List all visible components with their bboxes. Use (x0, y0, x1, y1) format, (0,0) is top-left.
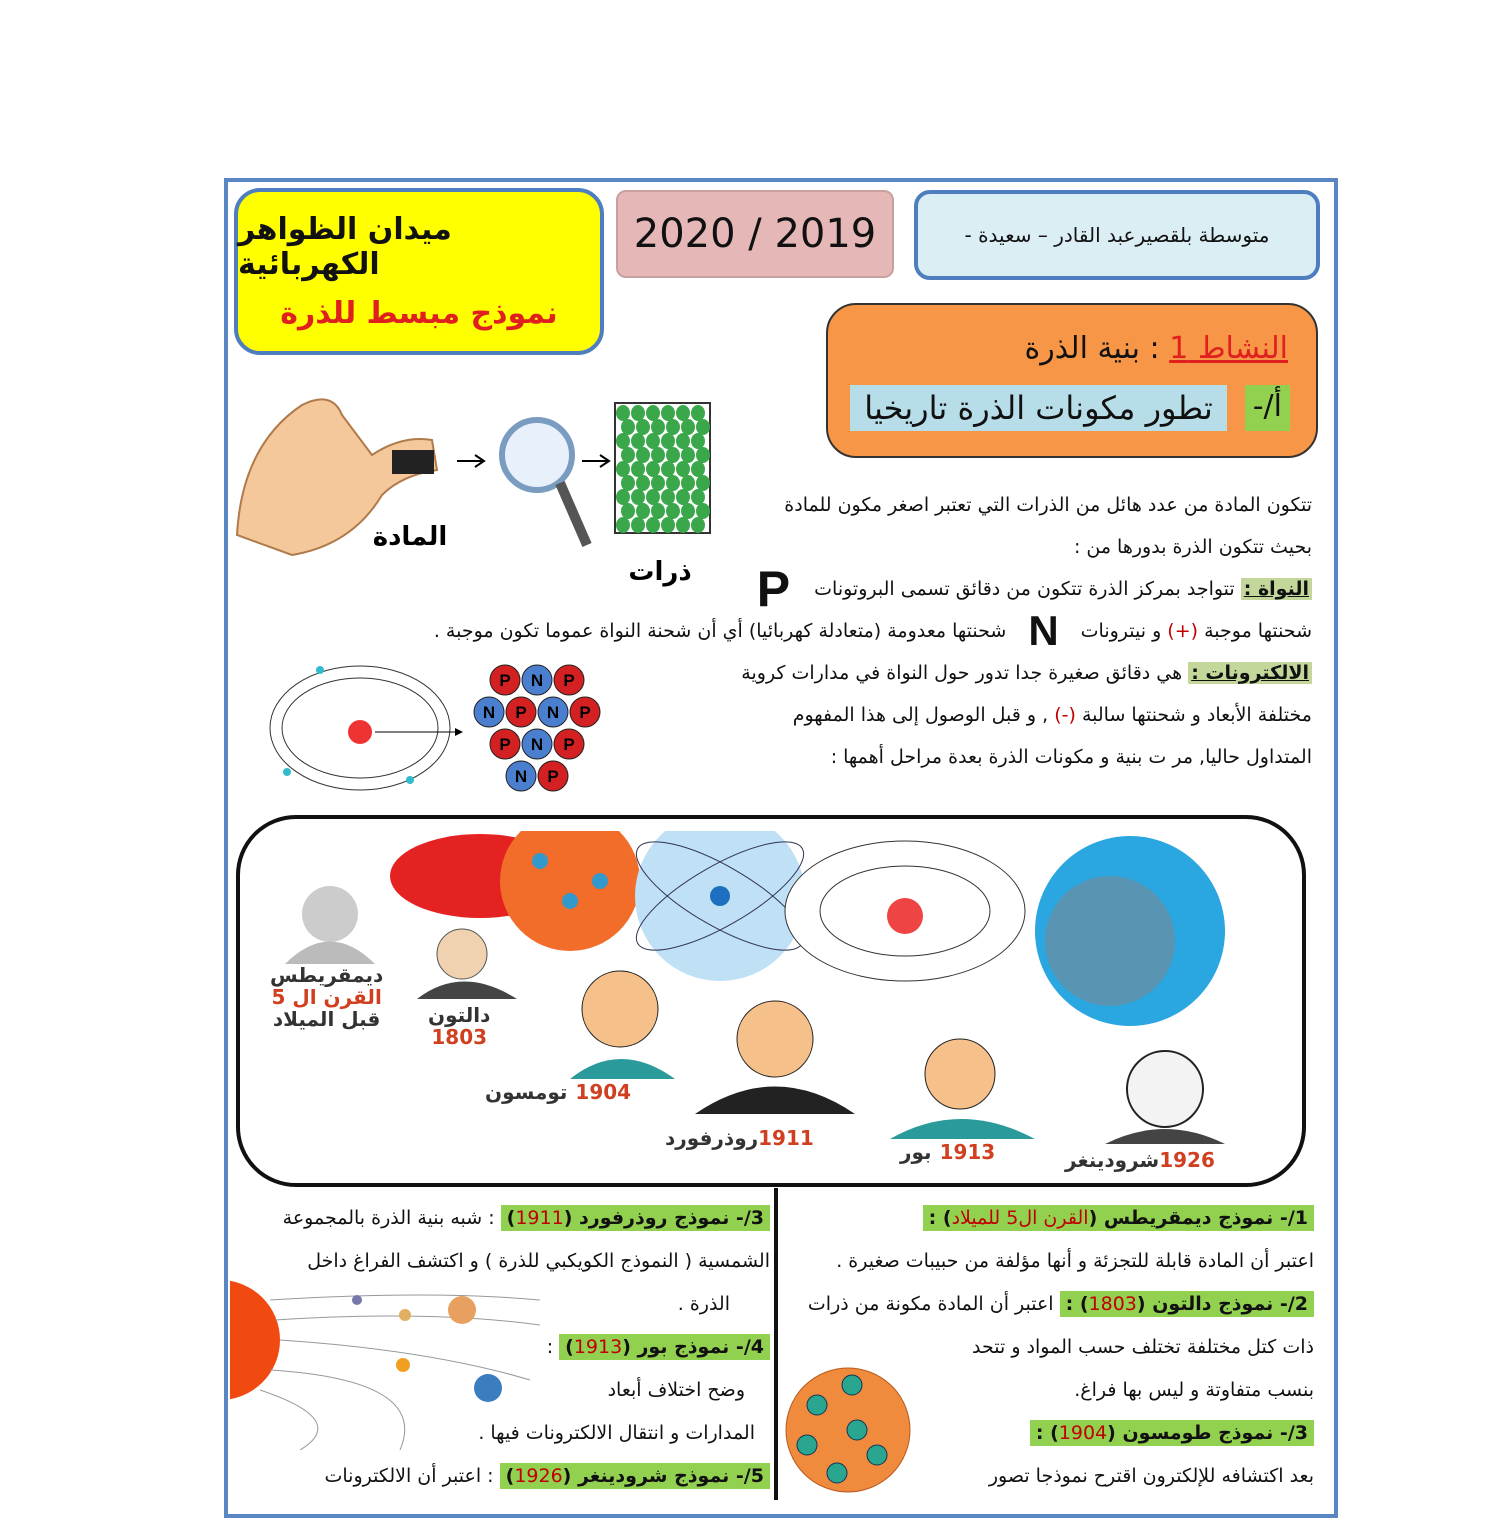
activity-title: : بنية الذرة (1024, 331, 1160, 366)
atom-dot (661, 433, 675, 449)
scientist-year: 1911 (758, 1126, 814, 1150)
school-year-box (616, 190, 894, 278)
atom-dot (621, 447, 635, 463)
atom-dot (636, 419, 650, 435)
nucleus-label: النواة : (1241, 578, 1312, 600)
scientist-name: روذرفورد (665, 1126, 759, 1150)
school-year: 2020 / 2019 (633, 211, 877, 257)
model-heading: 1/- نموذج ديمقريطس ( (1088, 1207, 1308, 1229)
svg-text:P: P (563, 735, 575, 754)
atom-dot (616, 517, 630, 533)
model-text: : (546, 1336, 554, 1358)
plus-charge: (+) (1167, 620, 1199, 642)
schrodinger-label (1065, 1149, 1215, 1171)
atom-dot (676, 405, 690, 421)
model-democritus (774, 1197, 1314, 1240)
text: شحنتها موجبة (1204, 620, 1312, 642)
text: , و قبل الوصول إلى هذا المفهوم (792, 704, 1049, 726)
model-text: : اعتبر أن الالكترونات (324, 1465, 494, 1487)
atom-history-timeline (236, 815, 1306, 1187)
atom-dot (691, 461, 705, 477)
atom-dot (651, 447, 665, 463)
proton-icon (538, 761, 568, 791)
model-year: 1904 (1058, 1422, 1108, 1444)
neutron-icon (522, 665, 552, 695)
atom-dot (661, 405, 675, 421)
matter-block (392, 450, 434, 474)
model-year: القرن ال5 للميلاد (951, 1207, 1089, 1229)
svg-text:N: N (546, 703, 560, 722)
model-text: بنسب متفاوتة و ليس بها فراغ. (1074, 1379, 1314, 1401)
text: و نيترونات (1080, 620, 1162, 642)
electrons-label: الالكترونات : (1188, 662, 1312, 684)
intro-line: المتداول حاليا, مر ت بنية و مكونات الذرة بعدة مراحل أهمها : (830, 746, 1312, 768)
scientist-name: ديمقريطس (270, 963, 384, 987)
atoms-label: ذرات (628, 557, 692, 587)
scientist-year: 1926 (1159, 1148, 1215, 1172)
rutherford-label (665, 1127, 814, 1149)
atom-dot (616, 433, 630, 449)
magnifier-icon (502, 420, 587, 545)
atom-dot (646, 405, 660, 421)
bohr-label (900, 1141, 995, 1163)
lesson-title: نموذج مبسط للذرة (280, 296, 558, 331)
svg-text:N: N (530, 671, 544, 690)
atom-dot (691, 405, 705, 421)
atom-dot (696, 419, 710, 435)
arrow-icon (457, 455, 484, 467)
atom-dot (691, 433, 705, 449)
text: مختلفة الأبعاد و شحنتها سالبة (1081, 704, 1312, 726)
text: شحنتها معدومة (متعادلة كهربائيا) أي أن شحنة النواة عموما تكون موجبة . (433, 620, 1007, 642)
model-text: بعد اكتشافه للإلكترون اقترح نموذجا تصور (988, 1465, 1314, 1487)
atom-diagram (265, 662, 625, 797)
dalton-portrait (412, 919, 522, 1003)
atom-dot (696, 447, 710, 463)
model-heading: 5/- نموذج شرودينغر ( (562, 1465, 764, 1487)
school-name: متوسطة بلقصيرعبد القادر – سعيدة - (964, 223, 1270, 247)
intro-line (632, 694, 1312, 736)
intro-line: بحيث تتكون الذرة بدورها من : (1073, 536, 1312, 558)
democritus-portrait (270, 879, 390, 968)
atom-dot (616, 461, 630, 477)
scientist-year: 1904 (575, 1080, 632, 1104)
nucleus-icon (348, 720, 372, 744)
svg-text:P: P (547, 767, 559, 786)
model-year: 1926 (514, 1465, 563, 1487)
svg-text:N: N (482, 703, 496, 722)
thomson-label (485, 1081, 631, 1103)
atom-dot (616, 405, 630, 421)
thomson-portrait (550, 959, 690, 1083)
neutron-icon (474, 697, 504, 727)
model-text: اعتبر أن المادة قابلة للتجزئة و أنها مؤلفة من حبيبات صغيرة . (836, 1250, 1314, 1272)
atom-dot (646, 433, 660, 449)
proton-icon (506, 697, 536, 727)
section-title: تطور مكونات الذرة تاريخيا (850, 385, 1227, 431)
model-dalton (774, 1283, 1314, 1326)
rutherford-portrait (690, 989, 860, 1118)
model-heading: 2/- نموذج دالتون ( (1136, 1293, 1308, 1315)
minus-charge: (-) (1054, 704, 1076, 726)
atom-dot (636, 447, 650, 463)
dalton-label (428, 1004, 490, 1048)
proton-icon (554, 729, 584, 759)
model-heading-end: ) (505, 1465, 515, 1487)
solar-system-illustration (230, 1280, 550, 1450)
scientist-name: تومسون (485, 1080, 568, 1104)
model-heading-end: ) : (1065, 1293, 1089, 1315)
svg-text:P: P (499, 735, 511, 754)
atom-dot (681, 419, 695, 435)
schrodinger-portrait (1100, 1039, 1230, 1148)
svg-text:P: P (579, 703, 591, 722)
svg-text:P: P (563, 671, 575, 690)
model-heading: 3/- نموذج روذرفورد ( (563, 1207, 764, 1229)
model-heading-end: ) (506, 1207, 516, 1229)
electrons-text: هي دقائق صغيرة جدا تدور حول النواة في مدارات كروية (741, 662, 1183, 684)
unit-title: ميدان الظواهر الكهربائية (238, 212, 452, 282)
model-text: الذرة . (677, 1293, 730, 1315)
model-text: المدارات و انتقال الالكترونات فيها . (478, 1422, 755, 1444)
model-heading-end: ) (565, 1336, 574, 1358)
atom-dot (631, 461, 645, 477)
proton-icon (490, 729, 520, 759)
arrow-icon (582, 455, 609, 467)
atom-dot (621, 419, 635, 435)
atom-dot (666, 419, 680, 435)
proton-icon (570, 697, 600, 727)
activity-box (826, 303, 1318, 458)
atom-dot (616, 489, 630, 505)
model-text: الشمسية ( النموذج الكويكبي للذرة ) و اكتشف الفراغ داخل (307, 1250, 770, 1272)
model-heading: 4/- نموذج بور ( (622, 1336, 764, 1358)
intro-line: تتكون المادة من عدد هائل من الذرات التي تعتبر اصغر مكون للمادة (784, 494, 1312, 516)
atom-dot (676, 461, 690, 477)
atom-dot (661, 461, 675, 477)
neutron-symbol: N (1028, 607, 1059, 654)
svg-text:N: N (514, 767, 528, 786)
neutron-icon (506, 761, 536, 791)
scientist-year-note: قبل الميلاد (272, 1007, 381, 1031)
model-heading: 3/- نموذج طومسون ( (1107, 1422, 1308, 1444)
proton-icon (554, 665, 584, 695)
atom-dot (651, 419, 665, 435)
neutron-icon (522, 729, 552, 759)
unit-title-box (234, 188, 604, 355)
model-year: 1913 (573, 1336, 623, 1358)
section-number: أ/- (1245, 385, 1290, 431)
proton-symbol: P (756, 561, 791, 617)
proton-icon (490, 665, 520, 695)
svg-text:P: P (499, 671, 511, 690)
svg-text:N: N (530, 735, 544, 754)
svg-text:P: P (515, 703, 527, 722)
model-text: : شبه بنية الذرة بالمجموعة (282, 1207, 495, 1229)
model-heading-end: ) : (928, 1207, 952, 1229)
atom-dot (631, 405, 645, 421)
intro-paragraph (433, 484, 1312, 778)
neutron-icon (538, 697, 568, 727)
bohr-portrait (890, 1029, 1040, 1143)
nucleus-line (632, 561, 1312, 617)
nucleus-magnified (474, 665, 600, 791)
scientist-name: شرودينغر (1065, 1148, 1160, 1172)
thomson-plum-pudding-illustration (782, 1355, 917, 1500)
atom-dot (676, 433, 690, 449)
democritus-label (270, 964, 383, 1030)
model-text: ذات كتل مختلفة تختلف حسب المواد و تتحد (972, 1336, 1314, 1358)
model-rutherford (260, 1197, 770, 1240)
matter-label: المادة (372, 522, 448, 552)
school-name-box (914, 190, 1320, 280)
model-text: اعتبر أن المادة مكونة من ذرات (807, 1293, 1054, 1315)
electrons-line (632, 652, 1312, 694)
model-text: وضح اختلاف أبعاد (607, 1379, 745, 1401)
scientist-year: 1803 (431, 1025, 488, 1049)
charge-line (433, 607, 1312, 654)
atom-dot (666, 447, 680, 463)
atom-dot (646, 461, 660, 477)
scientist-name: دالتون (428, 1003, 491, 1027)
scientist-year: القرن ال 5 (271, 985, 382, 1009)
model-heading-end: ) : (1035, 1422, 1059, 1444)
activity-heading (1024, 331, 1288, 366)
atom-dot (681, 447, 695, 463)
sun-icon (230, 1280, 280, 1400)
nucleus-text: تتواجد بمركز الذرة تتكون من دقائق تسمى البروتونات (814, 578, 1235, 600)
scientist-name: بور (900, 1140, 932, 1164)
model-year: 1803 (1088, 1293, 1137, 1315)
atom-dot (631, 433, 645, 449)
model-year: 1911 (515, 1207, 564, 1229)
section-heading (850, 385, 1290, 431)
scientist-year: 1913 (939, 1140, 996, 1164)
activity-label: النشاط 1 (1169, 331, 1288, 366)
model-schrodinger (260, 1455, 770, 1498)
